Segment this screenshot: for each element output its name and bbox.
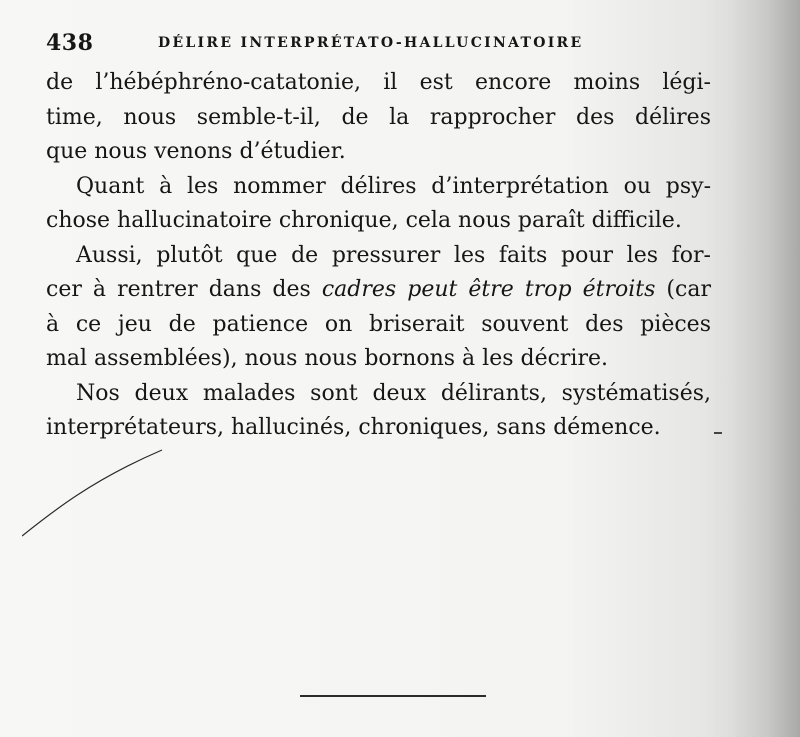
text-segment: cer à rentrer dans des bbox=[46, 277, 311, 302]
text-line: Aussi, plutôt que de pressurer les faits pour les for- bbox=[76, 242, 711, 268]
text-line: interprétateurs, hallucinés, chroniques, sans démence. bbox=[46, 415, 661, 440]
italic-phrase: cadres peut être trop étroits bbox=[321, 277, 656, 302]
text-line: time, nous semble-t-il, de la rapprocher des délires bbox=[46, 104, 711, 130]
text-line: chose hallucinatoire chronique, cela nous paraît difficile. bbox=[46, 208, 682, 233]
text-line: que nous venons d’étudier. bbox=[46, 139, 346, 164]
text-segment: (car bbox=[666, 277, 711, 302]
page-number: 438 bbox=[46, 30, 94, 56]
text-line: Quant à les nommer délires d’interprétation ou psy- bbox=[76, 173, 711, 199]
pencil-stroke-mark bbox=[22, 440, 182, 540]
pencil-mark bbox=[714, 432, 722, 434]
text-line: mal assemblées), nous nous bornons à les décrire. bbox=[46, 346, 608, 371]
text-line: à ce jeu de patience on briserait souvent des pièces bbox=[46, 311, 711, 337]
text-line-mixed bbox=[46, 273, 711, 308]
text-line: Nos deux malades sont deux délirants, systématisés, bbox=[76, 380, 711, 406]
page-gutter-shadow bbox=[730, 0, 800, 737]
running-head: DÉLIRE INTERPRÉTATO-HALLUCINATOIRE bbox=[158, 35, 584, 51]
body-text bbox=[46, 66, 711, 446]
end-rule bbox=[300, 695, 486, 697]
text-line: de l’hébéphréno-catatonie, il est encore moins légi- bbox=[46, 70, 711, 95]
